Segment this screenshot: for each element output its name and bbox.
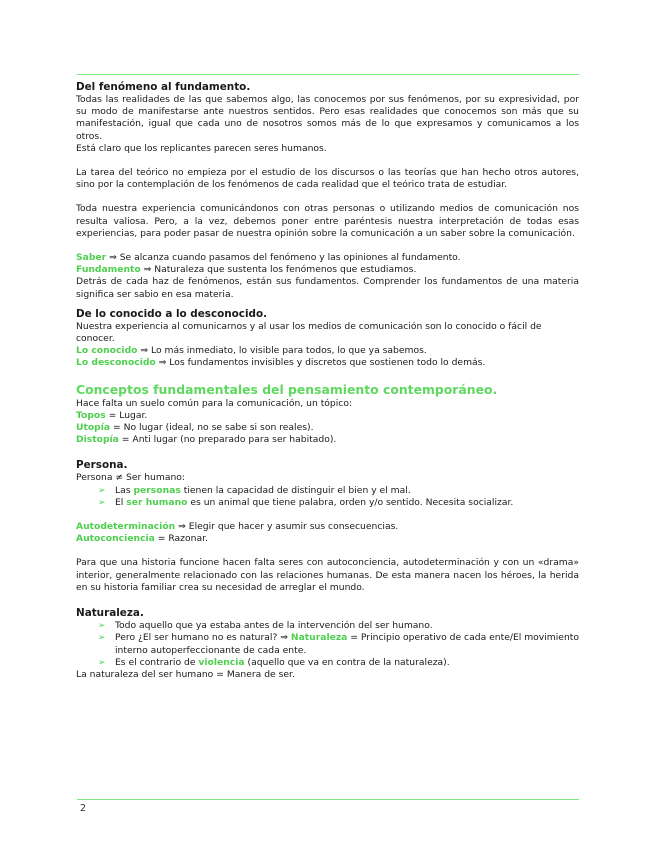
paragraph: Todas las realidades de las que sabemos algo, las conocemos por sus fenómenos, por su expresividad, por su modo de manifestarse ante nuestros sentidos. Pero esas realidades que conocemos son más que su manifestación, igual que cada uno de nosotros somos más de lo que expresamos y comunicamos a los otros. xyxy=(76,94,579,142)
naturaleza-list xyxy=(76,620,579,669)
header-rule xyxy=(77,74,579,75)
term-distopia: Distopía xyxy=(76,434,119,446)
paragraph: Persona ≠ Ser humano: xyxy=(76,472,185,484)
term-utopia: Utopía xyxy=(76,422,111,434)
arrow-bullet-icon: ➢ xyxy=(98,485,106,496)
term-personas: personas xyxy=(133,484,181,496)
term-naturaleza: Naturaleza xyxy=(290,632,348,644)
list-item: ➢ Es el contrario de violencia (aquello que va en contra de la naturaleza). xyxy=(98,656,450,668)
definition-saber: Saber ⇒ Se alcanza cuando pasamos del fenómeno y las opiniones al fundamento. xyxy=(76,252,461,264)
paragraph: Toda nuestra experiencia comunicándonos con otras personas o utilizando medios de comunicación nos resulta valiosa. Pero, a la vez, debemos poner entre paréntesis nuestra interpretación de todas esas experiencias, para poder pasar de nuestra opinión sobre la comunicación a un saber sobre la comunicación. xyxy=(76,203,579,239)
arrow-bullet-icon: ➢ xyxy=(98,657,106,668)
paragraph: Está claro que los replicantes parecen seres humanos. xyxy=(76,142,327,154)
paragraph: Nuestra experiencia al comunicarnos y al usar los medios de comunicación son lo conocido o fácil de conocer. xyxy=(76,320,542,345)
term-topos: Topos xyxy=(76,409,106,421)
section-title-persona: Persona. xyxy=(76,459,128,472)
term-fundamento: Fundamento xyxy=(76,264,141,276)
paragraph: La tarea del teórico no empieza por el estudio de los discursos o las teorías que han hecho otros autores, sino por la contemplación de los fenómenos de cada realidad que el teórico trata de estudiar. xyxy=(76,167,579,191)
paragraph: Para que una historia funcione hacen falta seres con autoconciencia, autodeterminación y con un «drama» interior, generalmente relacionado con las relaciones humanas. De esta manera nacen los héroes, la herida en su historia familiar crea su necesidad de arreglar el mundo. xyxy=(76,557,579,593)
arrow-bullet-icon: ➢ xyxy=(98,497,106,508)
term-autodeterminacion: Autodeterminación xyxy=(76,521,176,533)
section-title-conceptos: Conceptos fundamentales del pensamiento contemporáneo. xyxy=(76,381,498,397)
list-item: ➢ El ser humano es un animal que tiene palabra, orden y/o sentido. Necesita socializar. xyxy=(98,496,514,508)
paragraph: Hace falta un suelo común para la comunicación, un tópico: xyxy=(76,397,353,409)
term-lo-desconocido: Lo desconocido xyxy=(76,357,156,369)
section-title-conocido: De lo conocido a lo desconocido. xyxy=(76,307,268,320)
definition-fundamento: Fundamento ⇒ Naturaleza que sustenta los fenómenos que estudiamos. xyxy=(76,264,417,276)
definition-autoconciencia: Autoconciencia = Razonar. xyxy=(76,533,208,545)
arrow-bullet-icon: ➢ xyxy=(98,633,106,644)
definition-distopia: Distopía = Anti lugar (no preparado para ser habitado). xyxy=(76,434,337,446)
section-title-fenomeno: Del fenómeno al fundamento. xyxy=(76,81,251,93)
definition-topos: Topos = Lugar. xyxy=(76,409,148,421)
footer-rule xyxy=(77,799,579,800)
list-item: ➢ Todo aquello que ya estaba antes de la intervención del ser humano. xyxy=(98,620,433,632)
list-item: ➢ Pero ¿El ser humano no es natural? ⇒ Naturaleza = Principio operativo de cada ente/El movimiento interno autoperfeccionante de cada ente. xyxy=(98,632,579,656)
page-number: 2 xyxy=(80,803,87,814)
page-content xyxy=(76,80,579,681)
definition-utopia: Utopía = No lugar (ideal, no se sabe si son reales). xyxy=(76,422,314,434)
paragraph: La naturaleza del ser humano = Manera de ser. xyxy=(76,668,295,680)
arrow-bullet-icon: ➢ xyxy=(98,621,106,632)
term-violencia: violencia xyxy=(198,656,245,668)
term-lo-conocido: Lo conocido xyxy=(76,345,138,357)
persona-list xyxy=(76,485,579,509)
term-ser-humano: ser humano xyxy=(126,496,188,508)
definition-autodeterminacion: Autodeterminación ⇒ Elegir que hacer y asumir sus consecuencias. xyxy=(76,521,399,533)
term-autoconciencia: Autoconciencia xyxy=(76,533,155,545)
section-title-naturaleza: Naturaleza. xyxy=(76,607,144,620)
definition-conocido: Lo conocido ⇒ Lo más inmediato, lo visible para todos, lo que ya sabemos. xyxy=(76,345,427,357)
paragraph: Detrás de cada haz de fenómenos, están sus fundamentos. Comprender los fundamentos de una materia significa ser sabio en esa materia. xyxy=(76,276,579,300)
definition-desconocido: Lo desconocido ⇒ Los fundamentos invisibles y discretos que sostienen todo lo demás. xyxy=(76,357,486,369)
term-saber: Saber xyxy=(76,252,107,264)
list-item: ➢ Las personas tienen la capacidad de distinguir el bien y el mal. xyxy=(98,484,411,496)
